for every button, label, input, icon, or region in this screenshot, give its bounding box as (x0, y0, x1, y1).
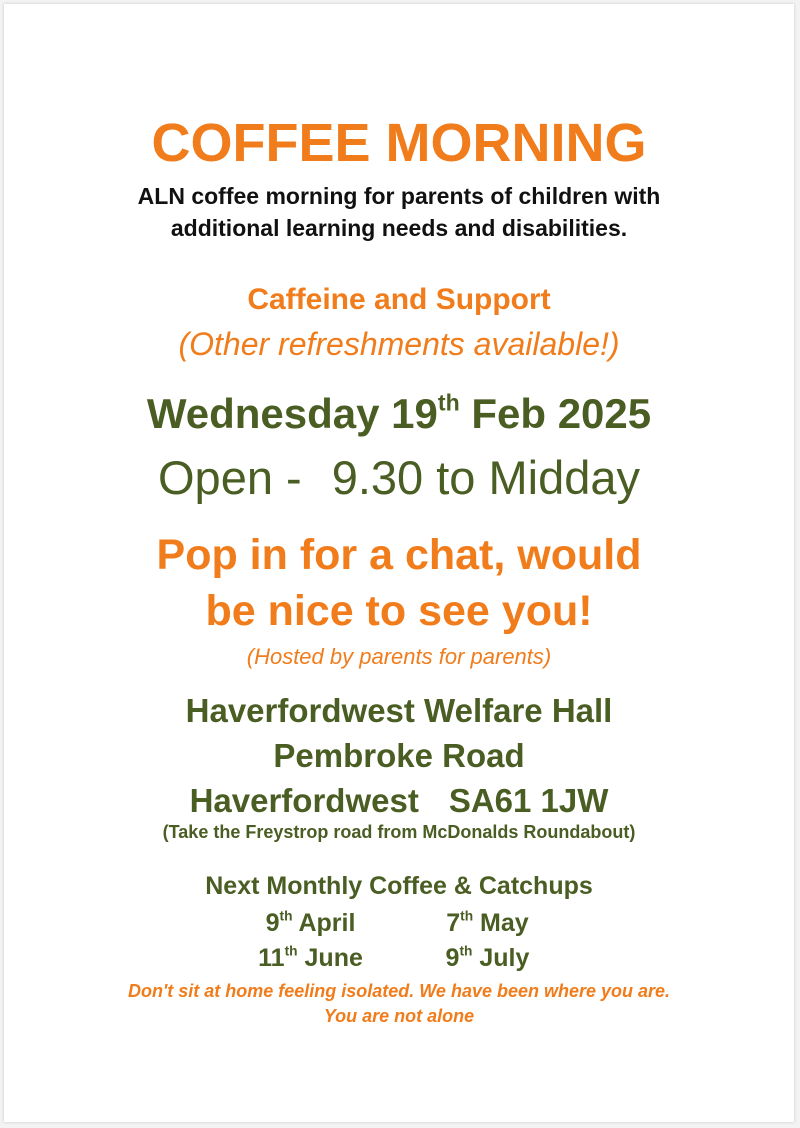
next-date-day: 7 (446, 909, 461, 937)
event-date-prefix: Wednesday 19 (146, 390, 438, 437)
venue-address (4, 688, 794, 823)
event-date (4, 390, 794, 438)
opening-hours (4, 450, 794, 505)
next-date-item (402, 906, 572, 941)
next-date-day: 11 (258, 944, 285, 972)
venue-line-3 (4, 778, 794, 823)
intro-line-2: additional learning needs and disabilities. (170, 215, 628, 241)
tagline-note: (Other refreshments available!) (178, 326, 620, 362)
invite-line-2: be nice to see you! (205, 587, 593, 635)
invite-text (4, 527, 794, 639)
next-date-day: 9 (445, 944, 460, 972)
next-date-month: July (472, 944, 530, 972)
next-date-day: 9 (265, 909, 280, 937)
next-date-month: April (292, 909, 356, 937)
next-date-suffix: th (284, 943, 298, 959)
flyer-title: COFFEE MORNING (151, 113, 647, 173)
venue-directions: (Take the Freystrop road from McDonalds Roundabout) (162, 822, 636, 842)
venue-line-1: Haverfordwest Welfare Hall (185, 692, 613, 729)
hosted-note: (Hosted by parents for parents) (246, 644, 552, 669)
flyer-page (4, 4, 794, 1122)
next-date-suffix: th (279, 908, 293, 924)
next-date-month: June (297, 944, 363, 972)
venue-line-2: Pembroke Road (273, 737, 525, 774)
invite-line-1: Pop in for a chat, would (156, 531, 642, 579)
closing-line-2: You are not alone (323, 1006, 475, 1026)
closing-message (4, 979, 794, 1029)
event-date-sup: th (437, 389, 460, 416)
open-time: 9.30 to Midday (331, 451, 640, 504)
next-date-suffix: th (460, 908, 474, 924)
next-dates-list (4, 906, 794, 976)
next-date-suffix: th (459, 943, 473, 959)
intro-text (4, 180, 794, 244)
next-date-month: May (473, 909, 529, 937)
tagline-main: Caffeine and Support (247, 283, 551, 316)
intro-line-1: ALN coffee morning for parents of children with (137, 183, 661, 209)
venue-town: Haverfordwest (189, 782, 419, 819)
venue-postcode: SA61 1JW (448, 782, 609, 819)
open-label: Open - (158, 451, 302, 504)
event-date-suffix: Feb 2025 (459, 390, 652, 437)
closing-line-1: Don't sit at home feeling isolated. We have been where you are. (127, 981, 671, 1001)
next-dates-heading: Next Monthly Coffee & Catchups (205, 872, 593, 900)
next-date-item (402, 941, 572, 976)
next-date-item (226, 906, 396, 941)
next-date-item (226, 941, 396, 976)
